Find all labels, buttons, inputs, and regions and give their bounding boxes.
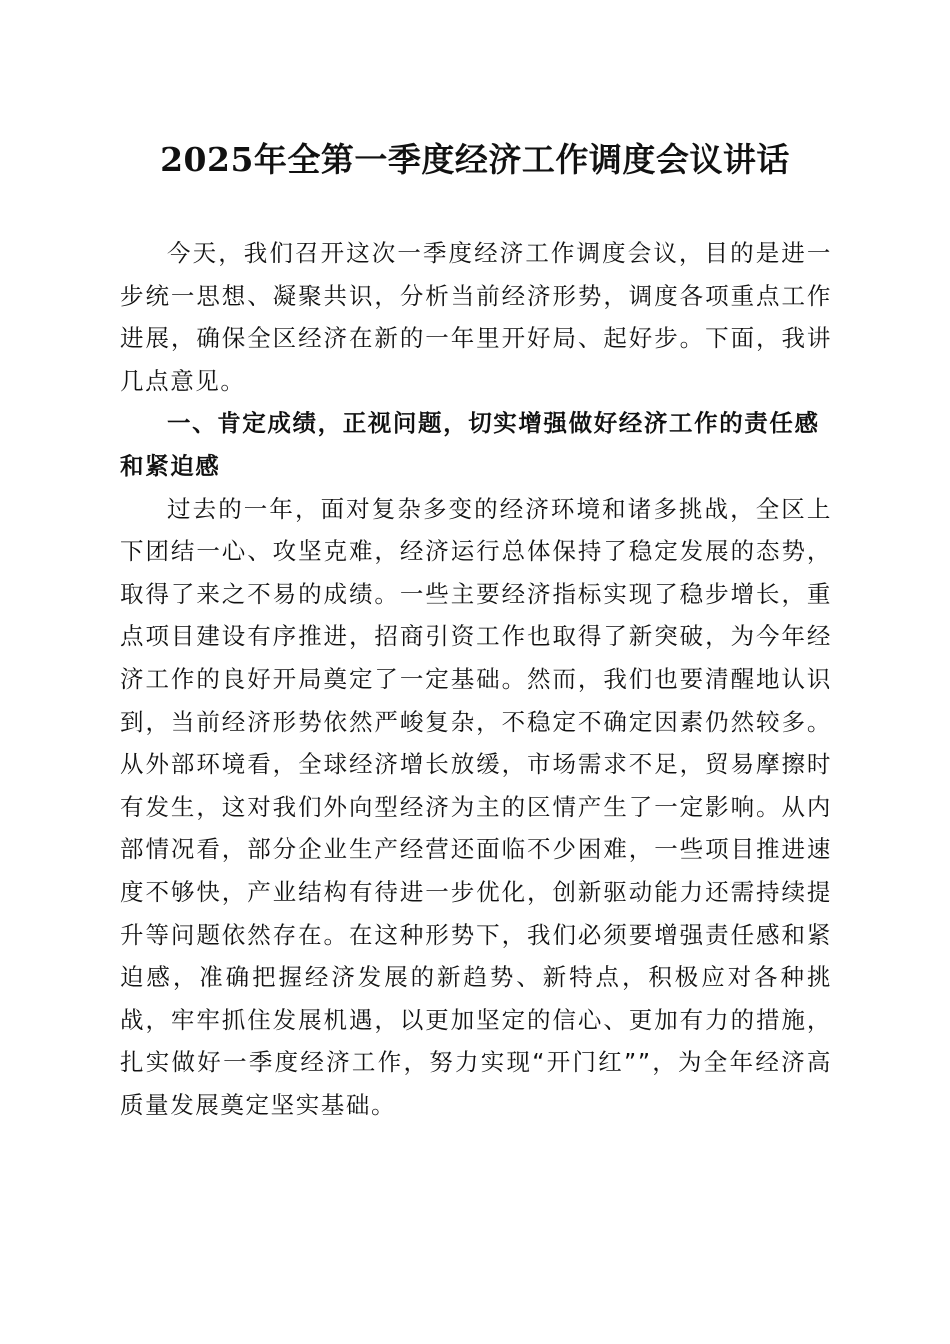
document-title: 2025年全第一季度经济工作调度会议讲话 xyxy=(160,140,790,179)
section-1-paragraph: 过去的一年，面对复杂多变的经济环境和诸多挑战，全区上下团结一心、攻坚克难，经济运行总体保持了稳定发展的态势，取得了来之不易的成绩。一些主要经济指标实现了稳步增长，重点项目建设有序推进，招商引资工作也取得了新突破，为今年经济工作的良好开局奠定了一定基础。然而，我们也要清醒地认识到，当前经济形势依然严峻复杂，不稳定不确定因素仍然较多。从外部环境看，全球经济增长放缓，市场需求不足，贸易摩擦时有发生，这对我们外向型经济为主的区情产生了一定影响。从内部情况看，部分企业生产经营还面临不少困难，一些项目推进速度不够快，产业结构有待进一步优化，创新驱动能力还需持续提升等问题依然存在。在这种形势下，我们必须要增强责任感和紧迫感，准确把握经济发展的新趋势、新特点，积极应对各种挑战，牢牢抓住发展机遇，以更加坚定的信心、更加有力的措施，扎实做好一季度经济工作，努力实现“开门红””，为全年经济高质量发展奠定坚实基础。 xyxy=(120,494,832,1119)
intro-paragraph: 今天，我们召开这次一季度经济工作调度会议，目的是进一步统一思想、凝聚共识，分析当前经济形势，调度各项重点工作进展，确保全区经济在新的一年里开好局、起好步。下面，我讲几点意见。 xyxy=(120,239,832,395)
document-body xyxy=(120,232,832,1126)
section-1-heading: 一、肯定成绩，正视问题，切实增强做好经济工作的责任感和紧迫感 xyxy=(120,409,820,480)
